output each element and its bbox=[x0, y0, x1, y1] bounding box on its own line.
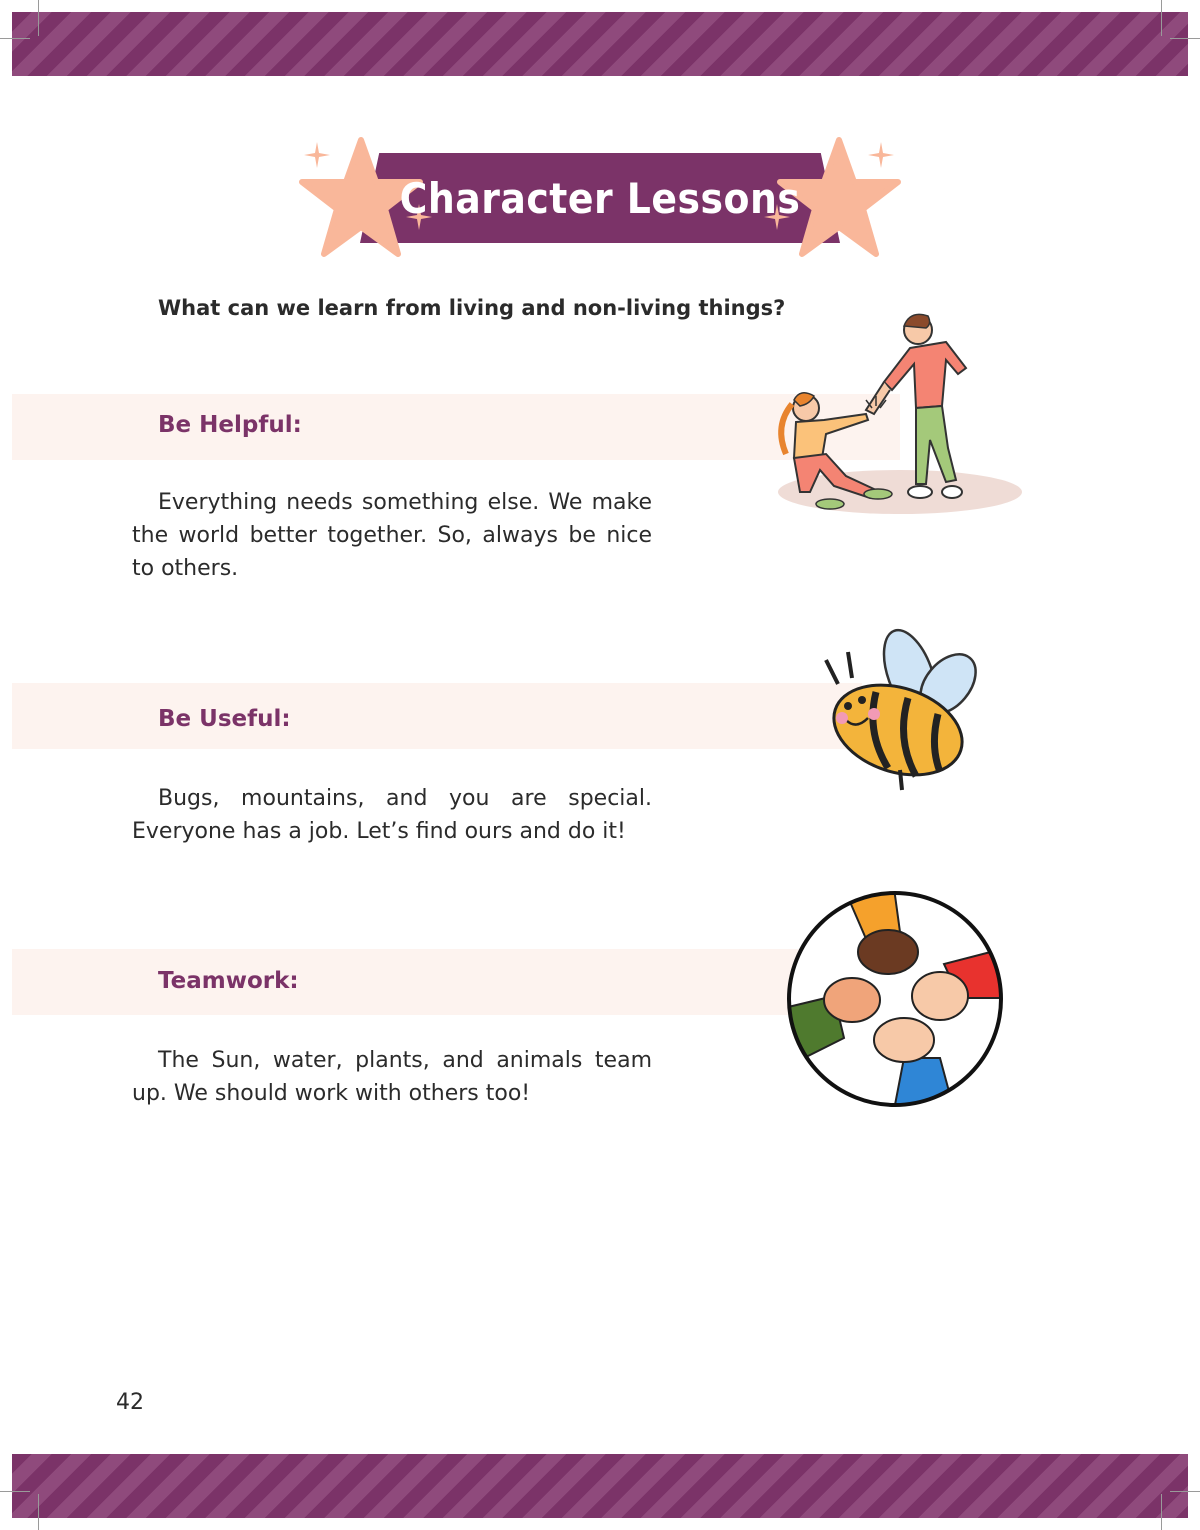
page-title: Character Lessons bbox=[399, 173, 801, 223]
crop-mark bbox=[1170, 1491, 1200, 1492]
section-bar-teamwork bbox=[12, 949, 812, 1015]
crop-mark bbox=[1161, 0, 1162, 36]
section-title-helpful: Be Helpful: bbox=[158, 412, 302, 438]
sparkle-icon bbox=[868, 142, 894, 168]
hands-circle-illustration bbox=[784, 888, 1006, 1110]
section-body-teamwork: The Sun, water, plants, and animals team up. We should work with others too! bbox=[132, 1048, 652, 1106]
crop-mark bbox=[0, 1491, 30, 1492]
sparkle-icon bbox=[304, 142, 330, 168]
crop-mark bbox=[38, 0, 39, 36]
lesson-question: What can we learn from living and non-living things? bbox=[158, 296, 786, 320]
section-body-helpful: Everything needs something else. We make the world better together. So, always be nice to others. bbox=[132, 490, 652, 581]
bottom-stripe-band bbox=[12, 1454, 1188, 1518]
section-bar-useful bbox=[12, 683, 862, 749]
crop-mark bbox=[38, 1494, 39, 1530]
helping-hand-illustration bbox=[770, 308, 1030, 523]
page-number: 42 bbox=[116, 1390, 144, 1415]
crop-mark bbox=[0, 38, 30, 39]
crop-mark bbox=[1161, 1494, 1162, 1530]
top-stripe-band bbox=[12, 12, 1188, 76]
section-title-teamwork: Teamwork: bbox=[158, 968, 299, 994]
section-body-useful: Bugs, mountains, and you are special. Everyone has a job. Let’s find ours and do it! bbox=[132, 786, 652, 844]
section-title-useful: Be Useful: bbox=[158, 706, 291, 732]
section-bar-helpful bbox=[12, 394, 900, 460]
crop-mark bbox=[1170, 38, 1200, 39]
bee-illustration bbox=[818, 622, 988, 794]
